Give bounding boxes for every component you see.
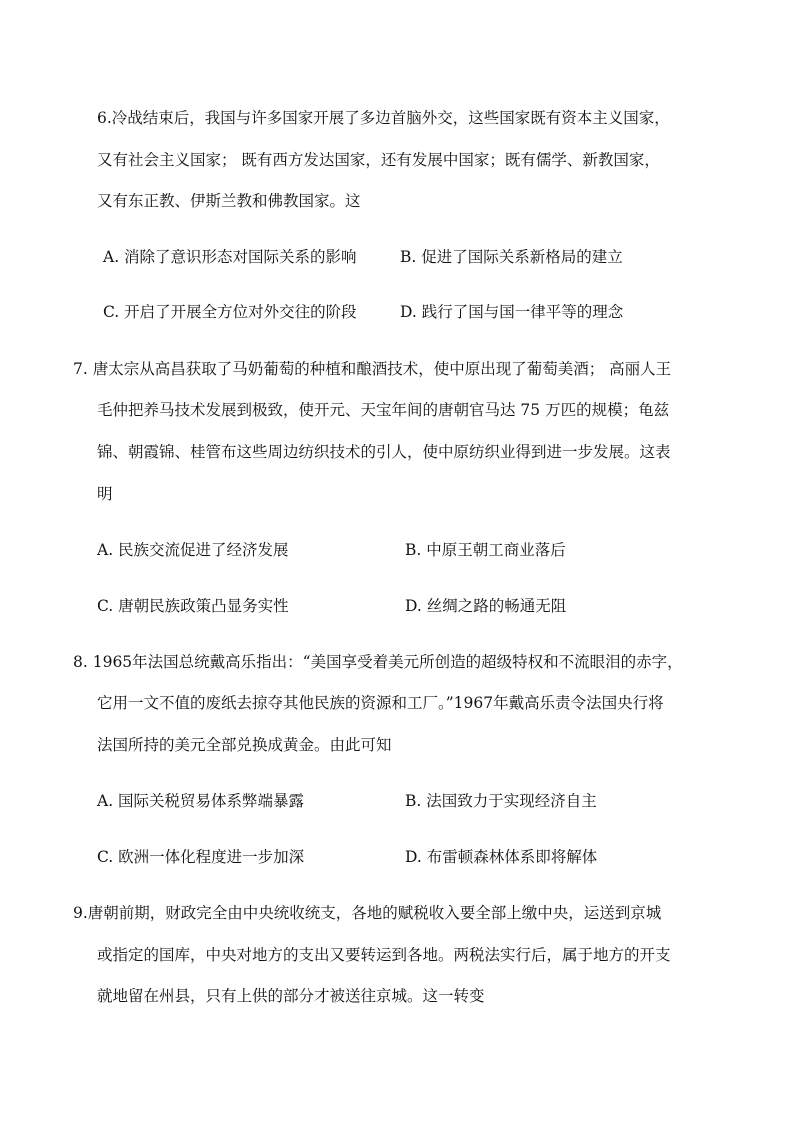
question-9-line-2: 或指定的国库，中央对地方的支出又要转运到各地。两税法实行后，属于地方的开支 <box>97 946 671 964</box>
question-8-option-c[interactable]: C. 欧洲一体化程度进一步加深 <box>97 848 305 866</box>
question-8-line-3: 法国所持的美元全部兑换成黄金。由此可知 <box>97 736 392 754</box>
question-6-line-2: 又有社会主义国家； 既有西方发达国家，还有发展中国家；既有儒学、新教国家， <box>97 151 660 169</box>
question-7-line-4: 明 <box>97 485 113 503</box>
question-7-option-c[interactable]: C. 唐朝民族政策凸显务实性 <box>97 597 289 615</box>
question-6-option-a[interactable]: A. 消除了意识形态对国际关系的影响 <box>103 248 357 266</box>
question-8-option-a[interactable]: A. 国际关税贸易体系弊端暴露 <box>97 792 305 810</box>
question-7-option-d[interactable]: D. 丝绸之路的畅通无阻 <box>405 597 567 615</box>
question-6-option-b[interactable]: B. 促进了国际关系新格局的建立 <box>400 248 623 266</box>
question-6-line-1: 6.冷战结束后，我国与许多国家开展了多边首脑外交，这些国家既有资本主义国家， <box>97 109 670 127</box>
question-7-line-1: 7. 唐太宗从高昌获取了马奶葡萄的种植和酿酒技术，使中原出现了葡萄美酒； 高丽人王 <box>73 360 672 378</box>
question-6-option-c[interactable]: C. 开启了开展全方位对外交往的阶段 <box>103 303 357 321</box>
question-6-line-3: 又有东正教、伊斯兰教和佛教国家。这 <box>97 192 361 210</box>
question-6-option-d[interactable]: D. 践行了国与国一律平等的理念 <box>400 303 624 321</box>
question-8-option-d[interactable]: D. 布雷顿森林体系即将解体 <box>405 848 598 866</box>
question-8-option-b[interactable]: B. 法国致力于实现经济自主 <box>405 792 597 810</box>
question-7-option-a[interactable]: A. 民族交流促进了经济发展 <box>97 541 289 559</box>
question-7-line-2: 毛仲把养马技术发展到极致，使开元、天宝年间的唐朝官马达 75 万匹的规模；龟兹 <box>97 401 670 419</box>
question-8-line-2: 它用一文不值的废纸去掠夺其他民族的资源和工厂。”1967年戴高乐责令法国央行将 <box>97 694 664 712</box>
question-9-line-3: 就地留在州县，只有上供的部分才被送往京城。这一转变 <box>97 987 485 1005</box>
question-9-line-1: 9.唐朝前期，财政完全由中央统收统支，各地的赋税收入要全部上缴中央，运送到京城 <box>73 904 662 922</box>
question-8-line-1: 8. 1965年法国总统戴高乐指出：“美国享受着美元所创造的超级特权和不流眼泪的赤字， <box>73 653 683 671</box>
question-7-line-3: 锦、朝霞锦、桂管布这些周边纺织技术的引人，使中原纺织业得到进一步发展。这表 <box>97 443 671 461</box>
question-7-option-b[interactable]: B. 中原王朝工商业落后 <box>405 541 566 559</box>
